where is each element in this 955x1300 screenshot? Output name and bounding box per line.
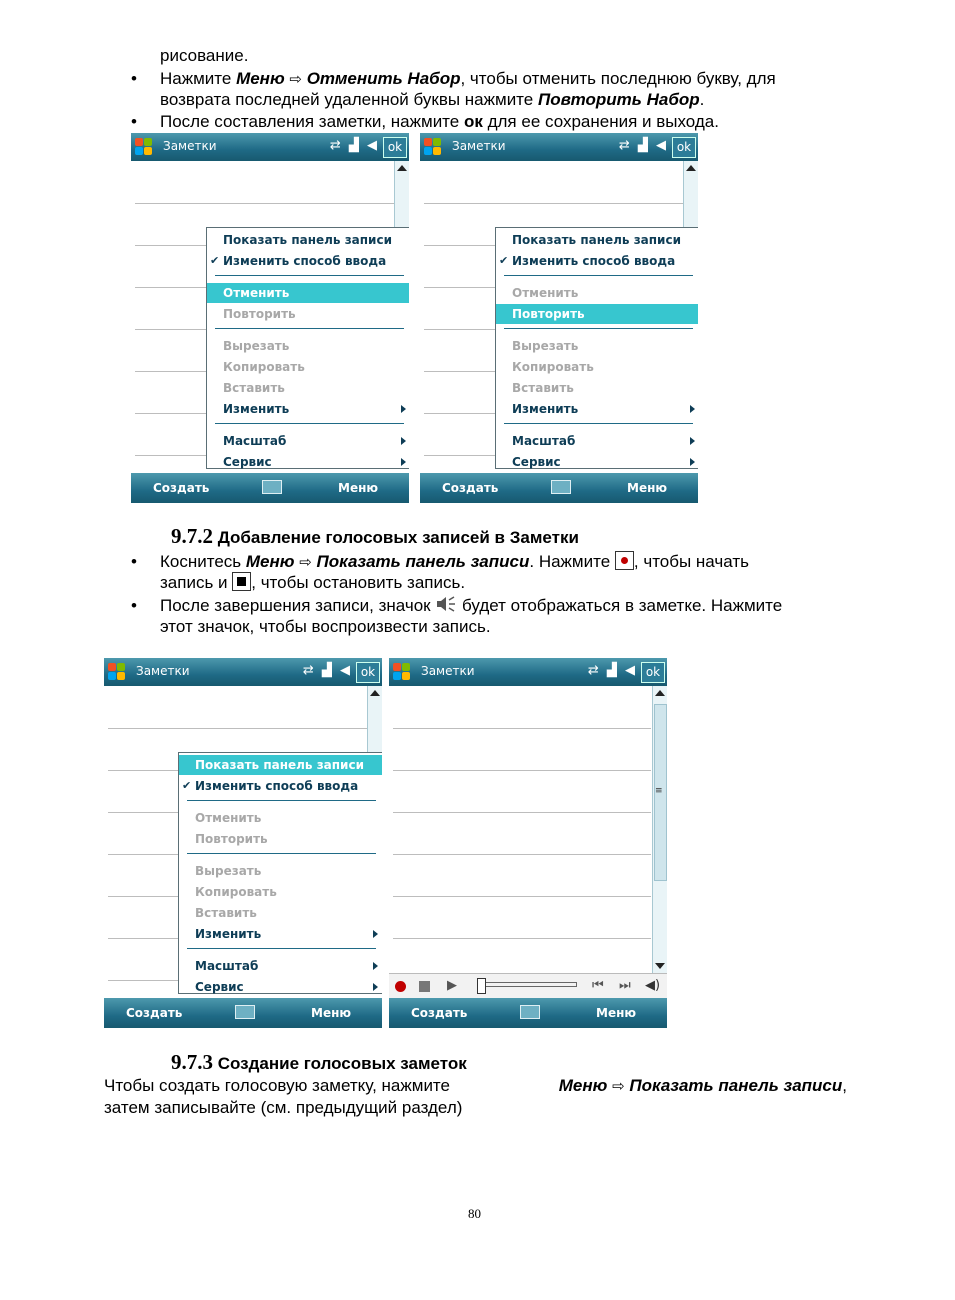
menu-item-label: Изменить способ ввода [512,254,676,268]
menu-item-label: Копировать [512,360,594,374]
menu-item[interactable] [496,336,698,356]
submenu-arrow-icon [401,405,406,413]
windows-logo-icon[interactable] [135,138,153,156]
menu-separator [504,275,693,276]
status-icons [619,138,668,153]
sync-icon[interactable]: ⇄ [618,138,632,153]
menu-softkey[interactable]: Меню [311,1006,352,1020]
ok-button[interactable]: ok [672,137,696,158]
page-number: 80 [468,1206,481,1221]
menu-item-label: Отменить [223,286,290,300]
context-menu [206,227,409,469]
speaker-icon[interactable]: ◀ [625,663,637,678]
scroll-up-icon[interactable] [686,165,696,171]
play-icon[interactable]: ▶ [447,978,457,993]
recorder-toolbar [389,973,667,998]
signal-icon[interactable]: ▟ [348,138,361,153]
menu-item-label: Вырезать [512,339,579,353]
section-972-bullet-1: Коснитесь Меню ⇨ Показать панель записи. Нажмите , чтобы начать [160,552,749,571]
sync-icon[interactable]: ⇄ [587,663,601,678]
menu-item[interactable] [179,956,382,976]
submenu-arrow-icon [373,983,378,991]
submenu-arrow-icon [401,458,406,466]
signal-icon[interactable]: ▟ [606,663,619,678]
bullet: • [131,69,137,88]
title-bar [420,133,698,161]
menu-item[interactable] [179,882,382,902]
context-menu [495,227,698,469]
menu-item[interactable] [496,399,698,419]
menu-softkey[interactable]: Меню [627,481,668,495]
menu-softkey[interactable]: Меню [596,1006,637,1020]
menu-item-label: Изменить [195,927,262,941]
record-icon[interactable] [395,977,409,995]
section-972-bullet-1-line2: запись и , чтобы остановить запись. [160,573,466,592]
menu-item-label: Изменить способ ввода [195,779,359,793]
submenu-arrow-icon [401,437,406,445]
position-slider[interactable] [475,977,579,995]
phone-screen-redo [420,133,698,503]
menu-item[interactable] [207,283,409,303]
menu-item[interactable] [179,903,382,923]
create-softkey[interactable]: Создать [153,481,210,495]
menu-item[interactable] [496,378,698,398]
menu-item-label: Показать панель записи [195,758,364,772]
menu-item-label: Вырезать [223,339,290,353]
menu-item[interactable] [207,251,409,271]
app-title: Заметки [452,139,506,153]
status-icons [303,663,352,678]
submenu-arrow-icon [690,405,695,413]
section-973-line1: Чтобы создать голосовую заметку, нажмите Меню ⇨ Показать панель записи, [104,1076,847,1095]
windows-logo-icon[interactable] [393,663,411,681]
phone-screen-undo [131,133,409,503]
sync-icon[interactable]: ⇄ [329,138,343,153]
note-line [393,728,651,729]
submenu-arrow-icon [690,458,695,466]
menu-item-label: Изменить [223,402,290,416]
context-menu [178,752,382,994]
app-title: Заметки [421,664,475,678]
status-icons [588,663,637,678]
menu-item-label: Отменить [512,286,579,300]
menu-item-label: Изменить способ ввода [223,254,387,268]
menu-separator [215,328,404,329]
menu-item-label: Показать панель записи [223,233,392,247]
ok-button[interactable]: ok [641,662,665,683]
rewind-icon[interactable]: ⏮ [592,978,604,993]
intro-line: рисование. [160,46,249,65]
note-line [393,938,651,939]
menu-item[interactable] [496,431,698,451]
sync-icon[interactable]: ⇄ [302,663,316,678]
menu-item[interactable] [179,776,382,796]
menu-item[interactable] [207,336,409,356]
windows-logo-icon[interactable] [424,138,442,156]
menu-item-label: Вставить [223,381,285,395]
app-title: Заметки [163,139,217,153]
check-icon: ✔ [210,254,220,267]
menu-item-label: Вырезать [195,864,262,878]
create-softkey[interactable]: Создать [126,1006,183,1020]
menu-item[interactable] [496,283,698,303]
menu-item[interactable] [179,924,382,944]
record-icon [615,551,634,570]
menu-item[interactable] [207,378,409,398]
menu-item[interactable] [179,829,382,849]
menu-separator [504,328,693,329]
bullet: • [131,552,137,571]
create-softkey[interactable]: Создать [442,481,499,495]
check-icon: ✔ [499,254,509,267]
menu-item-label: Повторить [512,307,585,321]
menu-item-label: Сервис [512,455,561,469]
note-line [393,812,651,813]
menu-item-label: Сервис [195,980,244,994]
section-973-line2: затем записывайте (см. предыдущий раздел) [104,1098,463,1117]
forward-icon[interactable]: ⏭ [619,978,631,993]
menu-item[interactable] [207,431,409,451]
speaker-icon [435,595,457,613]
menu-item-label: Повторить [195,832,268,846]
note-line [108,728,370,729]
softkey-bar [131,473,409,503]
bullet: • [131,596,137,615]
menu-item[interactable] [179,755,382,775]
menu-item[interactable] [496,304,698,324]
menu-item[interactable] [496,357,698,377]
menu-item[interactable] [207,304,409,324]
note-line [393,854,651,855]
menu-item-label: Копировать [223,360,305,374]
menu-item[interactable] [496,251,698,271]
status-icons [330,138,379,153]
menu-item-label: Повторить [223,307,296,321]
ok-button[interactable]: ok [383,137,407,158]
submenu-arrow-icon [690,437,695,445]
menu-separator [504,423,693,424]
phone-screen-show-recorder [104,658,382,1028]
stop-icon [232,572,251,591]
menu-item-label: Сервис [223,455,272,469]
speaker-icon[interactable]: ◀ [367,138,379,153]
signal-icon[interactable]: ▟ [637,138,650,153]
check-icon: ✔ [182,779,192,792]
windows-logo-icon[interactable] [108,663,126,681]
menu-separator [187,853,376,854]
intro-bullet-1: Нажмите Меню ⇨ Отменить Набор, чтобы отменить последнюю букву, для [160,69,776,88]
menu-item-label: Изменить [512,402,579,416]
menu-separator [187,800,376,801]
menu-item[interactable] [179,977,382,997]
menu-item-label: Масштаб [195,959,259,973]
menu-item[interactable] [207,452,409,472]
title-bar [104,658,382,686]
title-bar [131,133,409,161]
scrollbar[interactable] [652,686,667,973]
menu-item[interactable] [496,230,698,250]
keyboard-icon[interactable] [262,480,282,494]
scroll-up-icon[interactable] [397,165,407,171]
note-line [393,770,651,771]
menu-item[interactable] [207,399,409,419]
menu-item[interactable] [179,861,382,881]
menu-item-label: Вставить [195,906,257,920]
scroll-up-icon[interactable] [370,690,380,696]
softkey-bar [420,473,698,503]
bullet: • [131,112,137,131]
create-softkey[interactable]: Создать [411,1006,468,1020]
section-972-bullet-2: После завершения записи, значок будет отображаться в заметке. Нажмите [160,596,783,615]
softkey-bar [104,998,382,1028]
note-line [393,896,651,897]
softkey-bar [389,998,667,1028]
signal-icon[interactable]: ▟ [321,663,334,678]
speaker-icon[interactable]: ◀ [340,663,352,678]
note-line [424,203,686,204]
menu-item[interactable] [179,808,382,828]
menu-separator [187,948,376,949]
menu-separator [215,275,404,276]
ok-button[interactable]: ok [356,662,380,683]
stop-icon[interactable] [419,977,430,995]
menu-item-label: Масштаб [512,434,576,448]
volume-icon[interactable]: ◀) [645,978,661,993]
menu-item-label: Отменить [195,811,262,825]
menu-item-label: Показать панель записи [512,233,681,247]
menu-item-label: Масштаб [223,434,287,448]
phone-screen-recorder-bar [389,658,667,1028]
scroll-up-icon[interactable] [655,690,665,696]
speaker-icon[interactable]: ◀ [656,138,668,153]
menu-separator [215,423,404,424]
intro-bullet-1-line2: возврата последней удаленной буквы нажмите Повторить Набор. [160,90,705,109]
submenu-arrow-icon [373,930,378,938]
menu-item-label: Вставить [512,381,574,395]
keyboard-icon[interactable] [235,1005,255,1019]
keyboard-icon[interactable] [551,480,571,494]
scroll-down-icon[interactable] [655,963,665,969]
intro-bullet-2: После составления заметки, нажмите ок для ее сохранения и выхода. [160,112,719,131]
section-heading: 9.7.2 Добавление голосовых записей в Заметки [171,524,579,548]
section-heading: 9.7.3 Создание голосовых заметок [171,1050,467,1074]
menu-item[interactable] [207,357,409,377]
grip-icon: ≡ [655,786,663,796]
keyboard-icon[interactable] [520,1005,540,1019]
menu-item[interactable] [207,230,409,250]
app-title: Заметки [136,664,190,678]
submenu-arrow-icon [373,962,378,970]
menu-softkey[interactable]: Меню [338,481,379,495]
menu-item[interactable] [496,452,698,472]
title-bar [389,658,667,686]
menu-item-label: Копировать [195,885,277,899]
note-line [135,203,397,204]
section-972-bullet-2-line2: этот значок, чтобы воспроизвести запись. [160,617,491,636]
